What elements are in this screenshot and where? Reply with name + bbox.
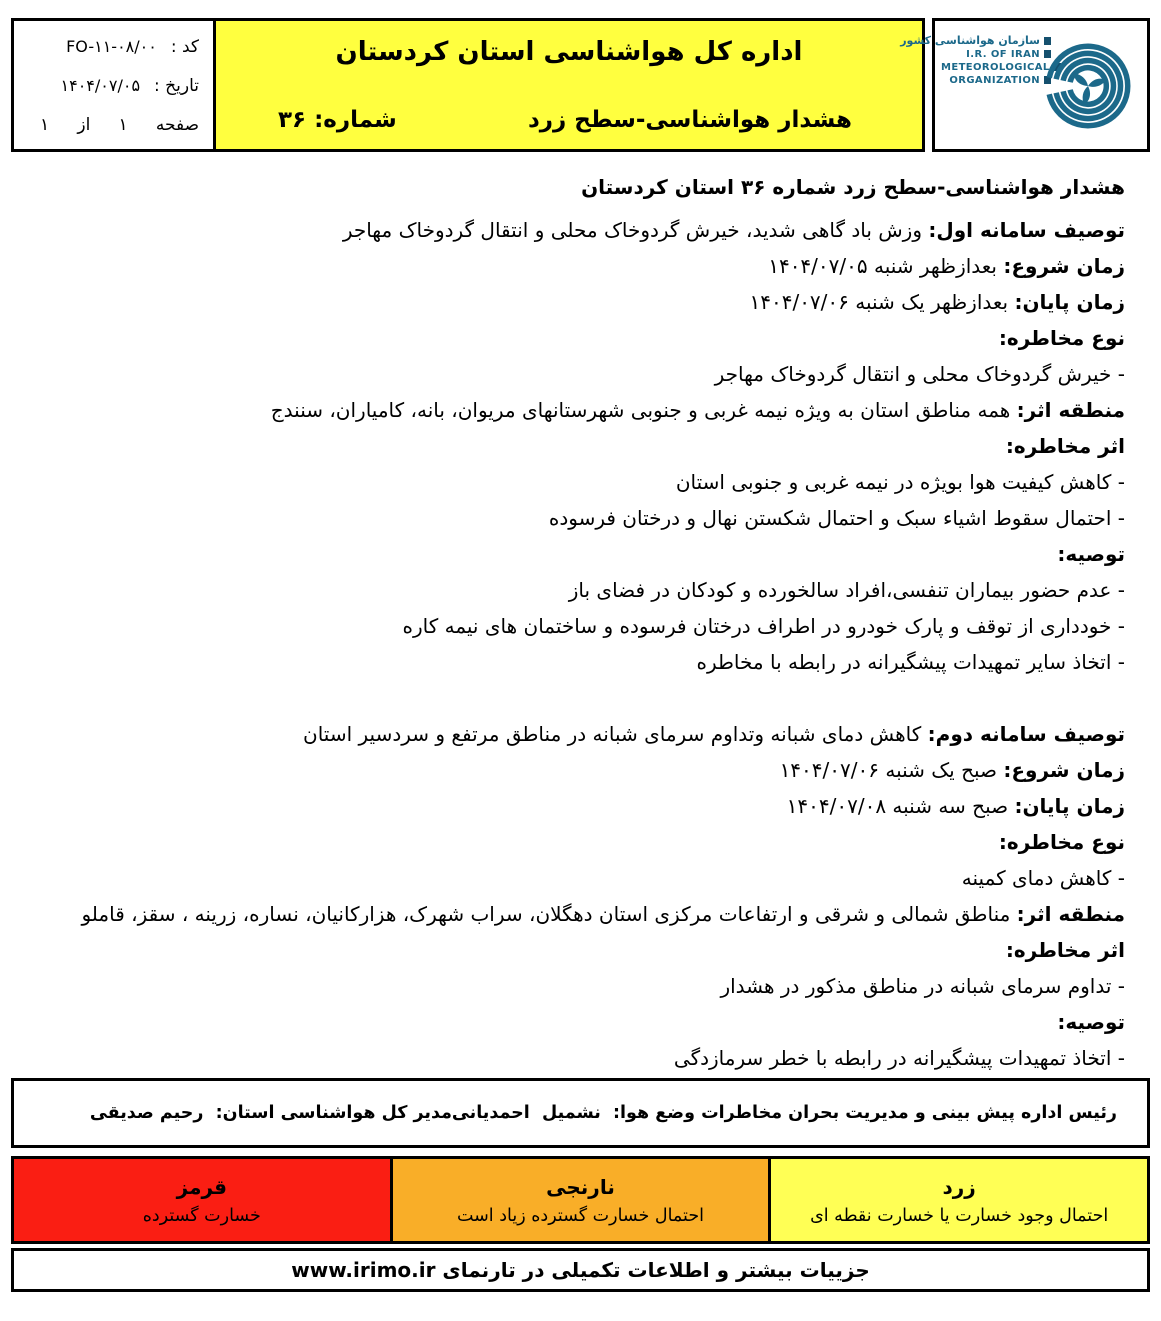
legend-level-name: نارنجی: [546, 1174, 615, 1199]
logo-line-2: METEOROLOGICAL: [941, 62, 1050, 74]
date-label: تاریخ :: [154, 76, 199, 96]
form-meta-box: [11, 18, 213, 152]
page-row: [26, 115, 199, 135]
code-row: [26, 37, 199, 57]
field-text: - خیرش گردوخاک محلی و انتقال گردوخاک مهاجر: [714, 362, 1125, 386]
date-row: [26, 76, 199, 96]
date-value: ۱۴۰۴/۰۷/۰۵: [60, 76, 141, 95]
legend-level-orange: [393, 1159, 772, 1241]
field-text: صبح سه شنبه ۱۴۰۴/۰۷/۰۸: [786, 794, 1015, 818]
field-label: توصیف سامانه اول:: [928, 218, 1125, 242]
start-time-line: [23, 752, 1125, 788]
field-label: زمان پایان:: [1014, 794, 1125, 818]
field-label: زمان شروع:: [1003, 758, 1125, 782]
advice-item: [23, 572, 1125, 608]
org-title: اداره کل هواشناسی استان کردستان: [335, 37, 803, 67]
logo-line-3: ORGANIZATION: [941, 74, 1051, 87]
page-number: ۱: [118, 115, 128, 135]
effect-item: [23, 968, 1125, 1004]
end-time-line: [23, 788, 1125, 824]
field-text: صبح یک شنبه ۱۴۰۴/۰۷/۰۶: [779, 758, 1004, 782]
legend-level-description: خسارت گسترده: [142, 1205, 261, 1226]
field-label: توصیف سامانه دوم:: [927, 722, 1125, 746]
field-label: توصیه:: [1057, 1010, 1125, 1034]
field-label: توصیه:: [1057, 542, 1125, 566]
field-label: اثر مخاطره:: [1005, 938, 1125, 962]
code-value: FO-۱۱-۰۸/۰۰: [66, 37, 157, 56]
advice-heading: [23, 1004, 1125, 1040]
footer-text: جزییات بیشتر و اطلاعات تکمیلی در تارنمای www.irimo.ir: [291, 1258, 870, 1282]
signature-box: [11, 1078, 1150, 1148]
warning-level-title: هشدار هواشناسی-سطح زرد: [528, 107, 852, 133]
hazard-type-heading: [23, 824, 1125, 860]
header-title-box: [213, 18, 925, 152]
page-of-label: از: [77, 115, 91, 135]
field-text: - عدم حضور بیماران تنفسی،افراد سالخورده و کودکان در فضای باز: [568, 578, 1125, 602]
advice-heading: [23, 536, 1125, 572]
hazard-effect-heading: [23, 428, 1125, 464]
logo-line-1: I.R. OF IRAN: [941, 48, 1051, 61]
code-label: کد :: [170, 37, 199, 57]
field-text: وزش باد گاهی شدید، خیرش گردوخاک محلی و انتقال گردوخاک مهاجر: [342, 218, 929, 242]
field-text: - احتمال سقوط اشیاء سبک و احتمال شکستن نهال و درختان فرسوده: [548, 506, 1125, 530]
footer-note: [11, 1248, 1150, 1292]
legend-level-yellow: [771, 1159, 1147, 1241]
forecast-head-signature: رئیس اداره پیش بینی و مدیریت بحران مخاطرات وضع هوا: نشمیل احمدیانی: [451, 1103, 1117, 1123]
field-label: نوع مخاطره:: [998, 830, 1125, 854]
director-general-signature: مدیر کل هواشناسی استان: رحیم صدیقی: [89, 1103, 452, 1123]
warning-body: [11, 152, 1150, 1076]
field-text: همه مناطق استان به ویژه نیمه غربی و جنوبی شهرستانهای مریوان، بانه، کامیاران، سنندج: [270, 398, 1017, 422]
field-label: زمان شروع:: [1003, 254, 1125, 278]
field-text: بعدازظهر یک شنبه ۱۴۰۴/۰۷/۰۶: [749, 290, 1015, 314]
field-text: کاهش دمای شبانه وتداوم سرمای شبانه در مناطق مرتفع و سردسیر استان: [303, 722, 928, 746]
hazard-type-heading: [23, 320, 1125, 356]
field-text: - اتخاذ سایر تمهیدات پیشگیرانه در رابطه با مخاطره: [696, 650, 1125, 674]
field-label: منطقه اثر:: [1016, 398, 1125, 422]
document-header: [11, 18, 1150, 152]
legend-level-description: احتمال خسارت گسترده زیاد است: [456, 1205, 705, 1226]
field-text: - تداوم سرمای شبانه در مناطق مذکور در هشدار: [720, 974, 1125, 998]
field-text: - اتخاذ تمهیدات پیشگیرانه در رابطه با خطر سرمازدگی: [673, 1046, 1125, 1070]
hazard-item: [23, 356, 1125, 392]
advice-item: [23, 1040, 1125, 1076]
legend-level-description: احتمال وجود خسارت یا خسارت نقطه ای: [810, 1205, 1109, 1226]
legend-level-name: قرمز: [176, 1174, 227, 1199]
logo-box: [900, 18, 1150, 152]
warning-subtitle-row: [216, 107, 922, 133]
page-total: ۱: [40, 115, 50, 135]
legend-level-red: [14, 1159, 393, 1241]
affected-area-line: [23, 896, 1125, 932]
field-text: بعدازظهر شنبه ۱۴۰۴/۰۷/۰۵: [768, 254, 1004, 278]
field-text: - کاهش کیفیت هوا بویژه در نیمه غربی و جنوبی استان: [675, 470, 1125, 494]
field-label: نوع مخاطره:: [998, 326, 1125, 350]
start-time-line: [23, 248, 1125, 284]
field-text: - خودداری از توقف و پارک خودرو در اطراف درختان فرسوده و ساختمان های نیمه کاره: [402, 614, 1125, 638]
field-label: منطقه اثر:: [1016, 902, 1125, 926]
field-text: - کاهش دمای کمینه: [961, 866, 1125, 890]
system2-description-line: [23, 716, 1125, 752]
effect-item: [23, 464, 1125, 500]
logo-title-fa: سازمان هواشناسی کشور: [941, 34, 1051, 48]
irimo-spiral-logo-icon: [1031, 29, 1145, 143]
warning-main-title: هشدار هواشناسی-سطح زرد شماره ۳۶ استان کردستان: [581, 175, 1125, 199]
page-label: صفحه: [155, 115, 199, 135]
end-time-line: [23, 284, 1125, 320]
hazard-item: [23, 860, 1125, 896]
warning-number: شماره: ۳۶: [278, 107, 397, 133]
hazard-effect-heading: [23, 932, 1125, 968]
blank-spacer-line: [23, 680, 1125, 716]
severity-legend: [11, 1156, 1150, 1244]
effect-item: [23, 500, 1125, 536]
field-label: اثر مخاطره:: [1005, 434, 1125, 458]
field-label: زمان پایان:: [1014, 290, 1125, 314]
field-text: مناطق شمالی و شرقی و ارتفاعات مرکزی استان دهگلان، سراب شهرک، هزارکانیان، نساره، زرینه ، سقز، قاملو: [81, 902, 1017, 926]
advice-item: [23, 608, 1125, 644]
system1-description-line: [23, 212, 1125, 248]
legend-level-name: زرد: [942, 1174, 976, 1199]
advice-item: [23, 644, 1125, 680]
affected-area-line: [23, 392, 1125, 428]
